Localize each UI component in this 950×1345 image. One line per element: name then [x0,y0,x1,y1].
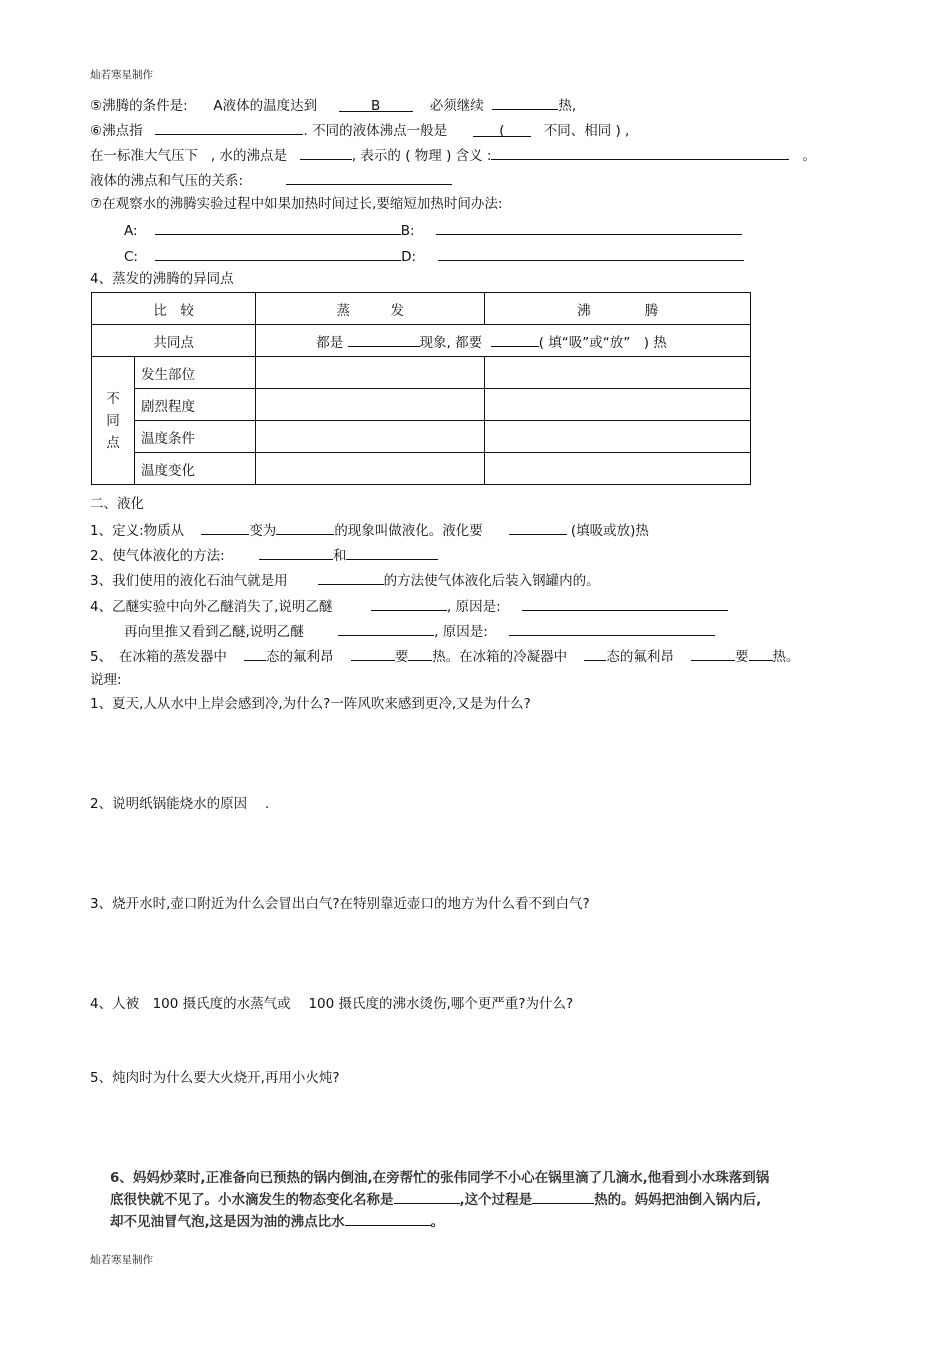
blank-water-bp[interactable] [300,145,352,160]
explain-heading: 说理: [90,672,122,688]
lpg-line: 3、我们使用的液化石油气就是用 的方法使气体液化后装入钢罐内的。 [90,570,600,590]
blank-bp-def[interactable] [155,120,303,135]
ether-line-2: 再向里推又看到乙醚,说明乙醚 , 原因是: [124,621,715,641]
method-cd: C: D: [124,246,744,266]
cell-boil-temp-change[interactable] [485,453,751,485]
row-location: 发生部位 [135,357,256,389]
common-cell: 都是 现象, 都要 ( 填“吸”或“放” ) 热 [256,325,751,357]
blank-ether-1[interactable] [371,596,447,611]
difference-label: 不 同 点 [92,357,135,485]
cell-evap-temp-change[interactable] [256,453,485,485]
cell-boil-temp-condition[interactable] [485,421,751,453]
question-3: 3、烧开水时,壶口附近为什么会冒出白气?在特别靠近壶口的地方为什么看不到白气? [90,896,590,912]
blank-reason-1[interactable] [522,596,728,611]
question-2: 2、说明纸锅能烧水的原因 . [90,796,270,812]
row-intensity: 剧烈程度 [135,389,256,421]
question-6: 6、妈妈炒菜时,正准备向已预热的锅内倒油,在旁帮忙的张伟同学不小心在锅里滴了几滴水,他看到小水珠落到锅底很快就不见了。小水滴发生的物态变化名称是 ,这个过程是 热的。妈妈把油倒入锅内后,却不见油冒气泡,这是因为油的沸点比水 。 [110,1170,770,1230]
blank-method-b[interactable] [436,220,742,235]
header-compare: 比 较 [92,293,256,325]
question-4: 4、人被 100 摄氏度的水蒸气或 100 摄氏度的沸水烫伤,哪个更严重?为什么? [90,996,574,1012]
blank-action-2[interactable] [691,646,735,661]
pressure-relation: 液体的沸点和气压的关系: [90,170,452,190]
blank-method-d[interactable] [438,246,744,261]
compare-table [91,292,751,485]
row-temp-change: 温度变化 [135,453,256,485]
cell-evap-temp-condition[interactable] [256,421,485,453]
liquefaction-methods: 2、使气体液化的方法: 和 [90,545,438,565]
blank-action-1[interactable] [351,646,395,661]
shorten-heating: ⑦在观察水的沸腾实验过程中如果加热时间过长,要缩短加热时间办法: [90,196,503,212]
blank-oil-bp[interactable] [345,1211,431,1226]
page-footer: 灿若寒星制作 [90,1254,153,1266]
blank-state-change[interactable] [394,1189,460,1204]
header-boiling: 沸 腾 [485,293,751,325]
blank-heat[interactable] [492,95,558,110]
header-evaporation: 蒸 发 [256,293,485,325]
blank-heat-1[interactable] [408,646,432,661]
blank-meaning[interactable] [491,145,789,160]
blank-b[interactable]: B [339,97,413,112]
blank-absorb-release[interactable] [491,332,539,347]
row-temp-condition: 温度条件 [135,421,256,453]
blank-lpg[interactable] [318,570,384,585]
blank-phenomenon[interactable] [348,332,420,347]
blank-state-2[interactable] [584,646,606,661]
blank-from[interactable] [201,520,249,535]
blank-reason-2[interactable] [509,621,715,636]
blank-state-1[interactable] [244,646,266,661]
blank-pressure[interactable] [286,170,452,185]
fridge-line: 5、 在冰箱的蒸发器中 态的氟利昂 要 热。在冰箱的冷凝器中 态的氟利昂 要 热。 [90,646,800,666]
cell-boil-location[interactable] [485,357,751,389]
boiling-condition: ⑤沸腾的条件是: A液体的温度达到 B 必须继续 热, [90,95,576,115]
liquefaction-definition: 1、定义:物质从 变为 的现象叫做液化。液化要 (填吸或放)热 [90,520,649,540]
ether-line-1: 4、乙醚实验中向外乙醚消失了,说明乙醚 , 原因是: [90,596,728,616]
blank-same-diff[interactable]: ( [473,122,531,137]
cell-evap-intensity[interactable] [256,389,485,421]
blank-absorb[interactable] [532,1189,594,1204]
blank-method-a[interactable] [155,220,401,235]
blank-method-c[interactable] [155,246,401,261]
blank-heat-2[interactable] [749,646,773,661]
question-1: 1、夏天,人从水中上岸会感到冷,为什么?一阵风吹来感到更冷,又是为什么? [90,696,531,712]
blank-method-1[interactable] [259,545,333,560]
compare-title: 4、蒸发的沸腾的异同点 [90,271,234,287]
boiling-point-def: ⑥沸点指 . 不同的液体沸点一般是 ( 不同、相同 ) , [90,120,629,140]
standard-pressure: 在一标准大气压下 , 水的沸点是 , 表示的 ( 物理 ) 含义 : 。 [90,145,816,165]
liquefaction-heading: 二、液化 [90,496,144,512]
method-ab: A: B: [124,220,742,240]
blank-to[interactable] [276,520,334,535]
cell-evap-location[interactable] [256,357,485,389]
cell-boil-intensity[interactable] [485,389,751,421]
page-header: 灿若寒星制作 [90,69,153,81]
blank-ether-2[interactable] [338,621,434,636]
common-label: 共同点 [92,325,256,357]
question-5: 5、炖肉时为什么要大火烧开,再用小火炖? [90,1070,340,1086]
blank-liq-heat[interactable] [509,520,567,535]
blank-method-2[interactable] [346,545,438,560]
